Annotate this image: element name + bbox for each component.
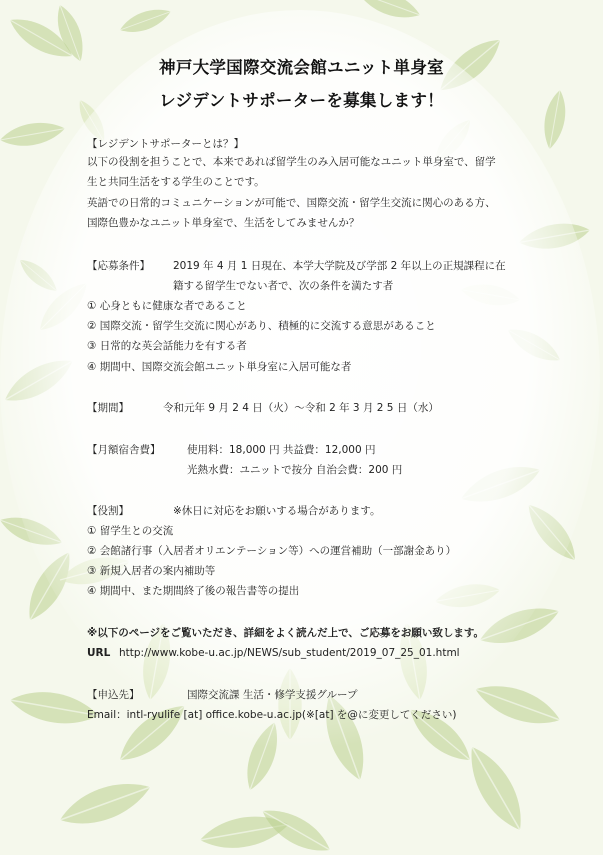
period-label: 【期間】 <box>87 402 129 414</box>
requirement-item: ② 国際交流・留学生交流に関心があり、積極的に交流する意思があること <box>87 320 436 332</box>
requirements-desc: 2019 年 4 月 1 日現在、本学大学院及び学部 2 年以上の正規課程に在 <box>173 260 506 272</box>
requirements-label: 【応募条件】 <box>87 260 150 272</box>
fee-line: 使用料：18,000 円 共益費：12,000 円 <box>187 444 376 456</box>
fee-label: 【月額宿舎費】 <box>87 444 161 456</box>
requirement-item: ① 心身ともに健康な者であること <box>87 300 247 312</box>
title-line1: 神戸大学国際交流会館ユニット単身室 <box>159 58 444 77</box>
requirement-item: ④ 期間中、国際交流会館ユニット単身室に入居可能な者 <box>87 361 352 373</box>
intro-heading: 【レジデントサポーターとは？】 <box>87 138 245 150</box>
apply-label: 【申込先】 <box>87 689 140 701</box>
notice: ※以下のページをご覧いただき、詳細をよく読んだ上で、ご応募をお願い致します。 <box>87 627 485 639</box>
intro-line: 生と共同生活をする学生のことです。 <box>87 176 265 188</box>
requirements-desc: 籍する留学生でない者で、次の条件を満たす者 <box>173 280 394 292</box>
apply-email[interactable]: Email：intl-ryulife [at] office.kobe-u.ac.jp(※[at] を@に変更してください) <box>87 709 457 721</box>
intro-line: 以下の役割を担うことで、本来であれば留学生のみ入居可能なユニット単身室で、留学 <box>87 156 496 168</box>
url-link[interactable]: http://www.kobe-u.ac.jp/NEWS/sub_student/2019_07_25_01.html <box>119 647 460 659</box>
period-value: 令和元年 9 月 2 4 日（火）～令和 2 年 3 月 2 5 日（水） <box>163 402 439 414</box>
role-item: ③ 新規入居者の案内補助等 <box>87 565 216 577</box>
requirement-item: ③ 日常的な英会話能力を有する者 <box>87 340 247 352</box>
fee-line: 光熱水費：ユニットで按分 自治会費：200 円 <box>187 464 403 476</box>
roles-label: 【役割】 <box>87 505 129 517</box>
url-label: URL <box>87 647 111 659</box>
role-item: ② 会館諸行事（入居者オリエンテーション等）への運営補助（一部謝金あり） <box>87 545 457 557</box>
intro-line: 国際色豊かなユニット単身室で、生活をしてみませんか？ <box>87 217 360 229</box>
role-item: ① 留学生との交流 <box>87 525 174 537</box>
roles-note: ※休日に対応をお願いする場合があります。 <box>173 505 381 517</box>
title-line2: レジデントサポーターを募集します！ <box>159 91 444 110</box>
apply-dept: 国際交流課 生活・修学支援グループ <box>187 689 358 701</box>
intro-line: 英語での日常的コミュニケーションが可能で、国際交流・留学生交流に関心のある方、 <box>87 197 496 209</box>
role-item: ④ 期間中、また期間終了後の報告書等の提出 <box>87 585 300 597</box>
